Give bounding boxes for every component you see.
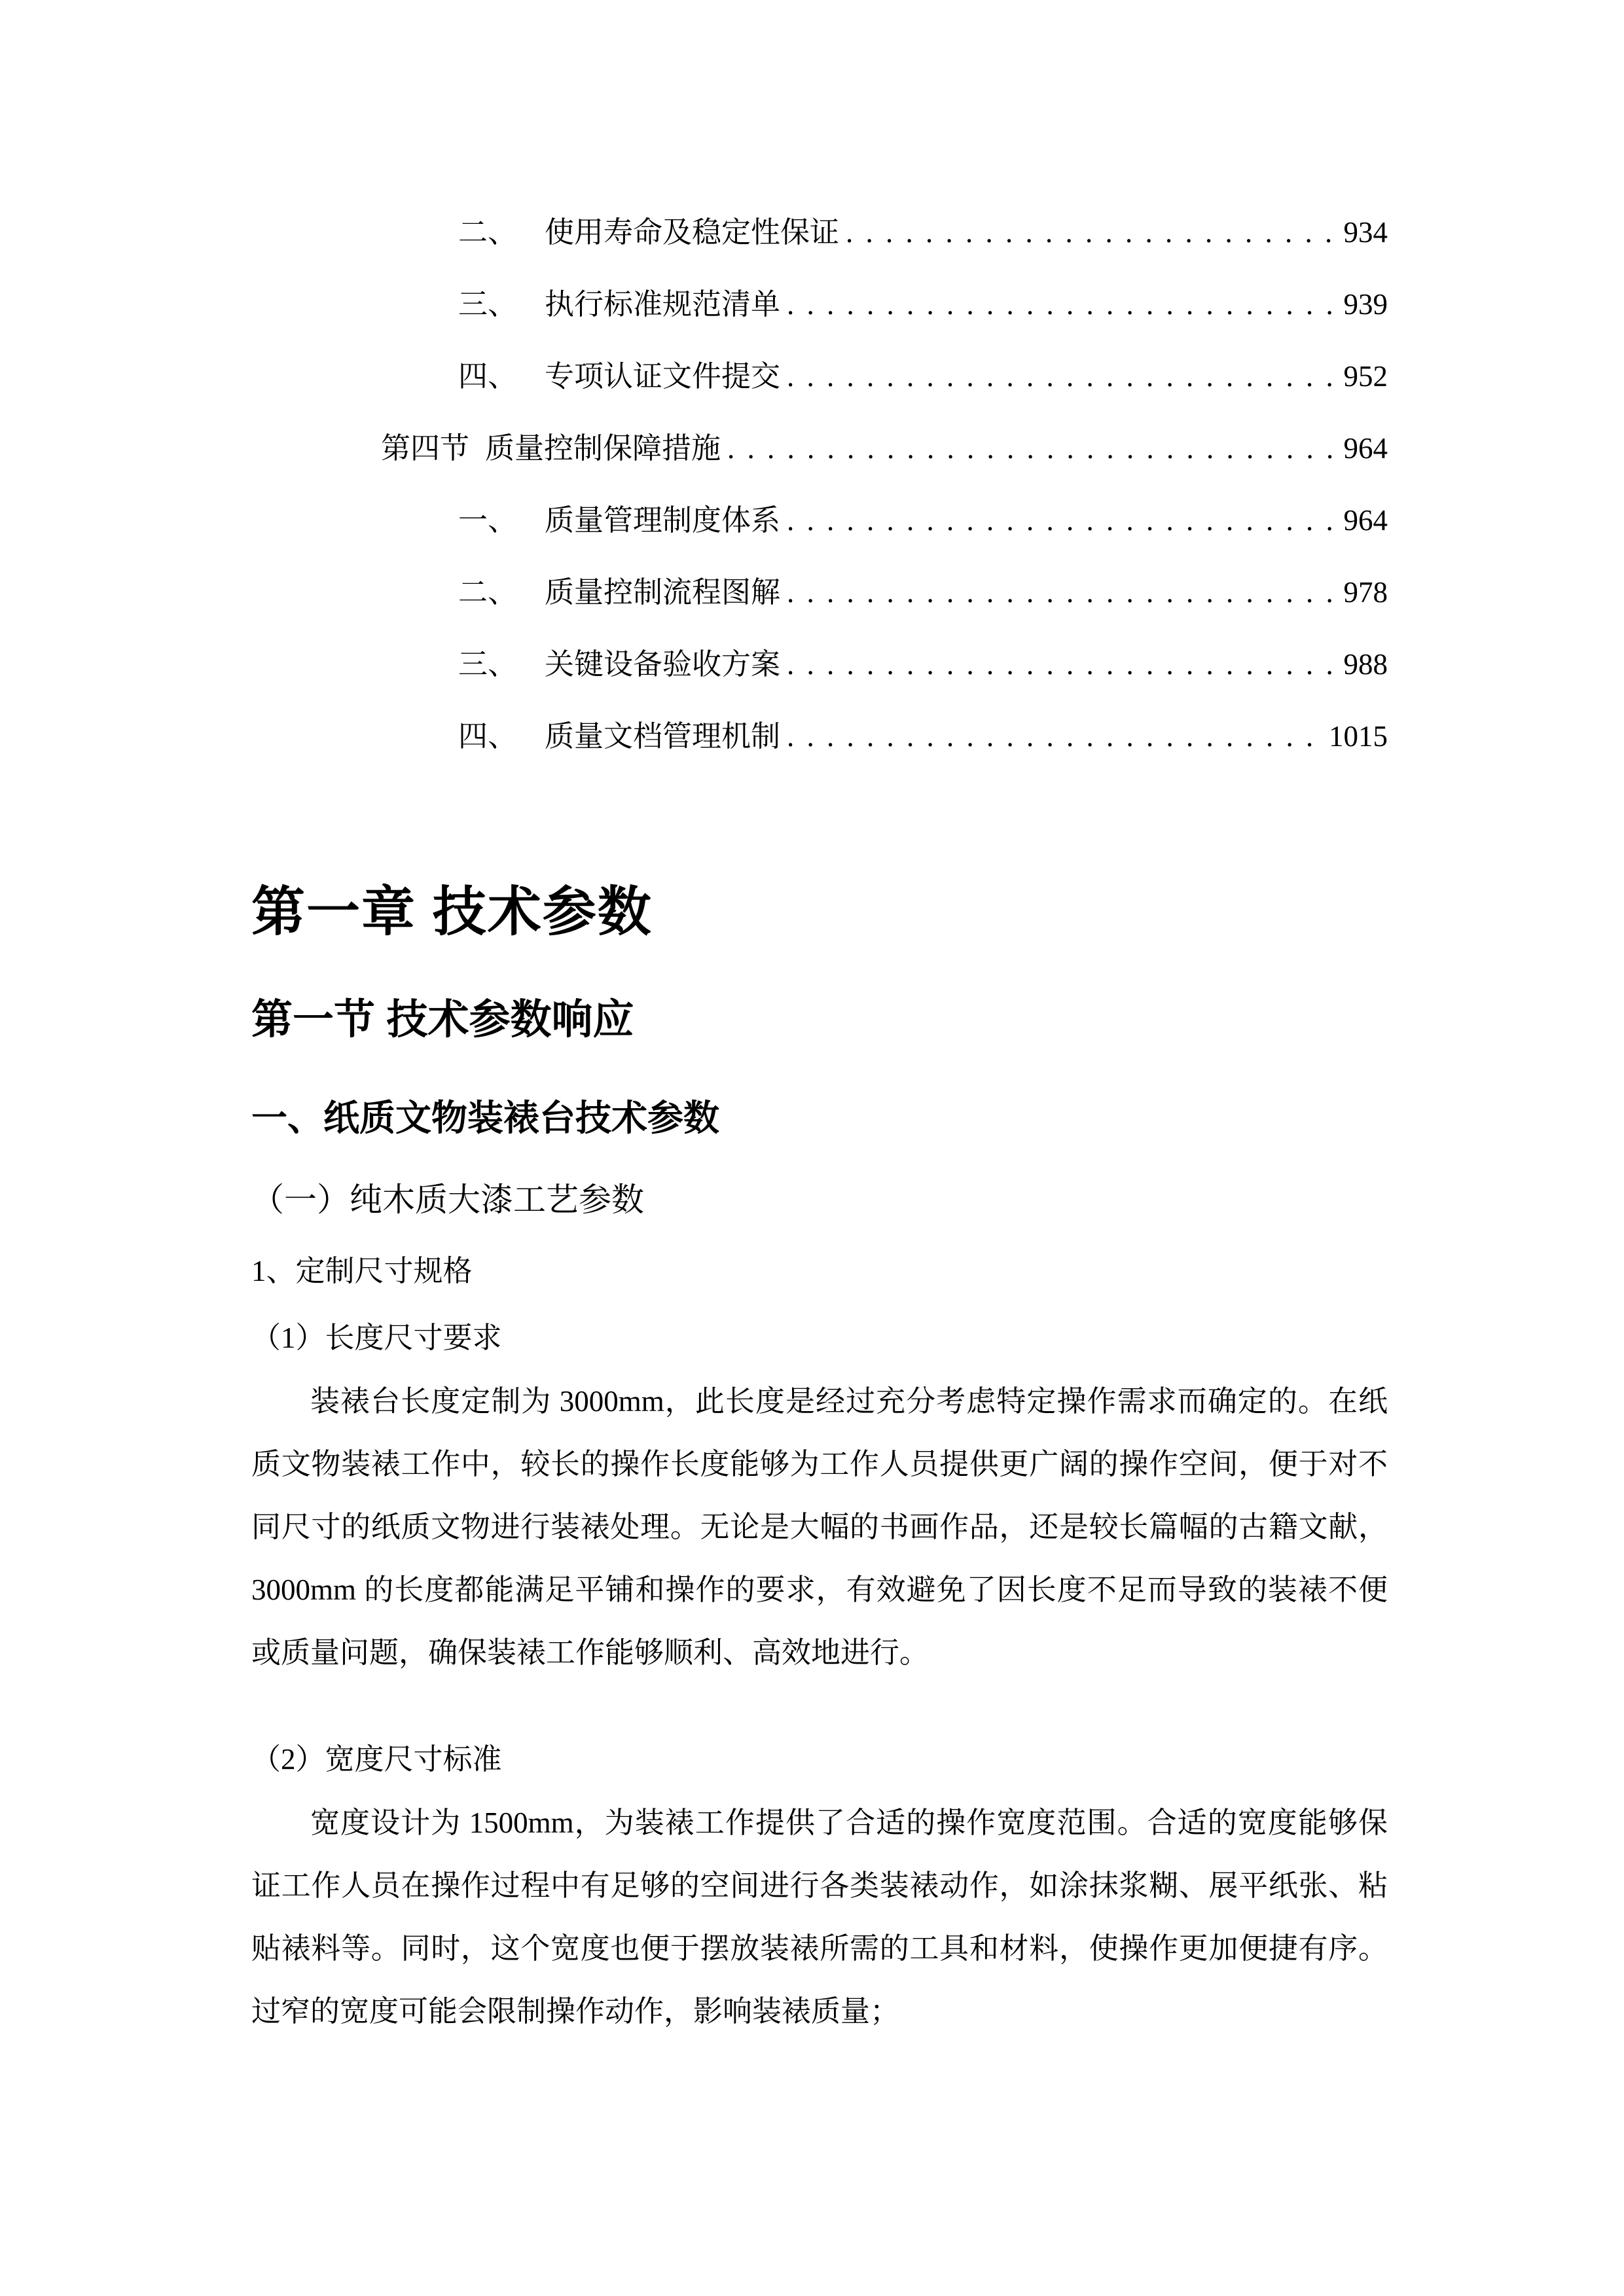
- toc-page-number: 934: [1343, 216, 1388, 249]
- toc-entry-title: 质量控制保障措施: [485, 432, 721, 465]
- toc-dot-leader: [787, 628, 1334, 700]
- toc-entry: [251, 700, 1388, 772]
- toc-entry-title: 使用寿命及稳定性保证: [545, 216, 840, 249]
- toc-entry: [251, 556, 1388, 628]
- toc-entry-label: 二、: [458, 576, 518, 609]
- toc-entry-title: 执行标准规范清单: [545, 288, 781, 321]
- toc-dot-leader: [727, 412, 1334, 484]
- toc-entry: [251, 340, 1388, 412]
- toc-entry-label: 一、: [458, 504, 518, 537]
- toc-page-number: 964: [1343, 432, 1388, 465]
- toc-entry-title: 质量控制流程图解: [545, 576, 781, 609]
- toc-entry-label: 四、: [458, 720, 518, 753]
- toc-entry: [251, 484, 1388, 556]
- paragraph-width-standard: 宽度设计为 1500mm，为装裱工作提供了合适的操作宽度范围。合适的宽度能够保证工作人员在操作过程中有足够的空间进行各类装裱动作，如涂抹浆糊、展平纸张、粘贴裱料等。同时，这个宽度也便于摆放装裱所需的工具和材料，使操作更加便捷有序。过窄的宽度可能会限制操作动作，影响装裱质量；: [251, 1806, 1388, 2028]
- toc-page-number: 988: [1343, 648, 1388, 681]
- toc-entry-title: 质量文档管理机制: [545, 720, 781, 753]
- toc-dot-leader: [787, 484, 1334, 556]
- toc-entry: [251, 196, 1388, 268]
- toc-entry: [251, 412, 1388, 484]
- item-heading-length: （1）长度尺寸要求: [251, 1321, 502, 1354]
- chapter-title: 第一章 技术参数: [251, 882, 653, 942]
- toc-dot-leader: [787, 340, 1334, 412]
- toc-page-number: 952: [1343, 360, 1388, 393]
- paragraph-length-requirement: 装裱台长度定制为 3000mm，此长度是经过充分考虑特定操作需求而确定的。在纸质文物装裱工作中，较长的操作长度能够为工作人员提供更广阔的操作空间，便于对不同尺寸的纸质文物进行装裱处理。无论是大幅的书画作品，还是较长篇幅的古籍文献，3000mm 的长度都能满足平铺和操作的要求，有效避免了因长度不足而导致的装裱不便或质量问题，确保装裱工作能够顺利、高效地进行。: [251, 1384, 1388, 1669]
- toc-entry: [251, 268, 1388, 340]
- toc-page-number: 1015: [1329, 720, 1388, 753]
- toc-entry-label: 四、: [458, 360, 518, 393]
- toc-entry-title: 专项认证文件提交: [545, 360, 781, 393]
- subsection-heading-level2: （一）纯木质大漆工艺参数: [251, 1181, 644, 1218]
- subsection-heading-level1: 一、纸质文物装裱台技术参数: [251, 1097, 720, 1138]
- toc-dot-leader: [787, 268, 1334, 340]
- paragraph-spacer: [251, 1684, 1388, 1710]
- section-title: 第一节 技术参数响应: [251, 997, 634, 1043]
- table-of-contents: [251, 196, 1388, 772]
- toc-dot-leader: [787, 556, 1334, 628]
- toc-entry-label: 三、: [458, 288, 518, 321]
- toc-dot-leader: [846, 196, 1334, 268]
- toc-page-number: 964: [1343, 504, 1388, 537]
- toc-entry-title: 关键设备验收方案: [545, 648, 781, 681]
- toc-entry-label: 三、: [458, 648, 518, 681]
- toc-page-number: 978: [1343, 576, 1388, 609]
- toc-entry-title: 质量管理制度体系: [545, 504, 781, 537]
- item-heading-width: （2）宽度尺寸标准: [251, 1742, 502, 1776]
- subsection-heading-level3: 1、定制尺寸规格: [251, 1254, 473, 1287]
- toc-entry: [251, 628, 1388, 700]
- toc-entry-label: 第四节: [381, 432, 470, 465]
- toc-page-number: 939: [1343, 288, 1388, 321]
- toc-dot-leader: [787, 700, 1320, 772]
- toc-entry-label: 二、: [458, 216, 518, 249]
